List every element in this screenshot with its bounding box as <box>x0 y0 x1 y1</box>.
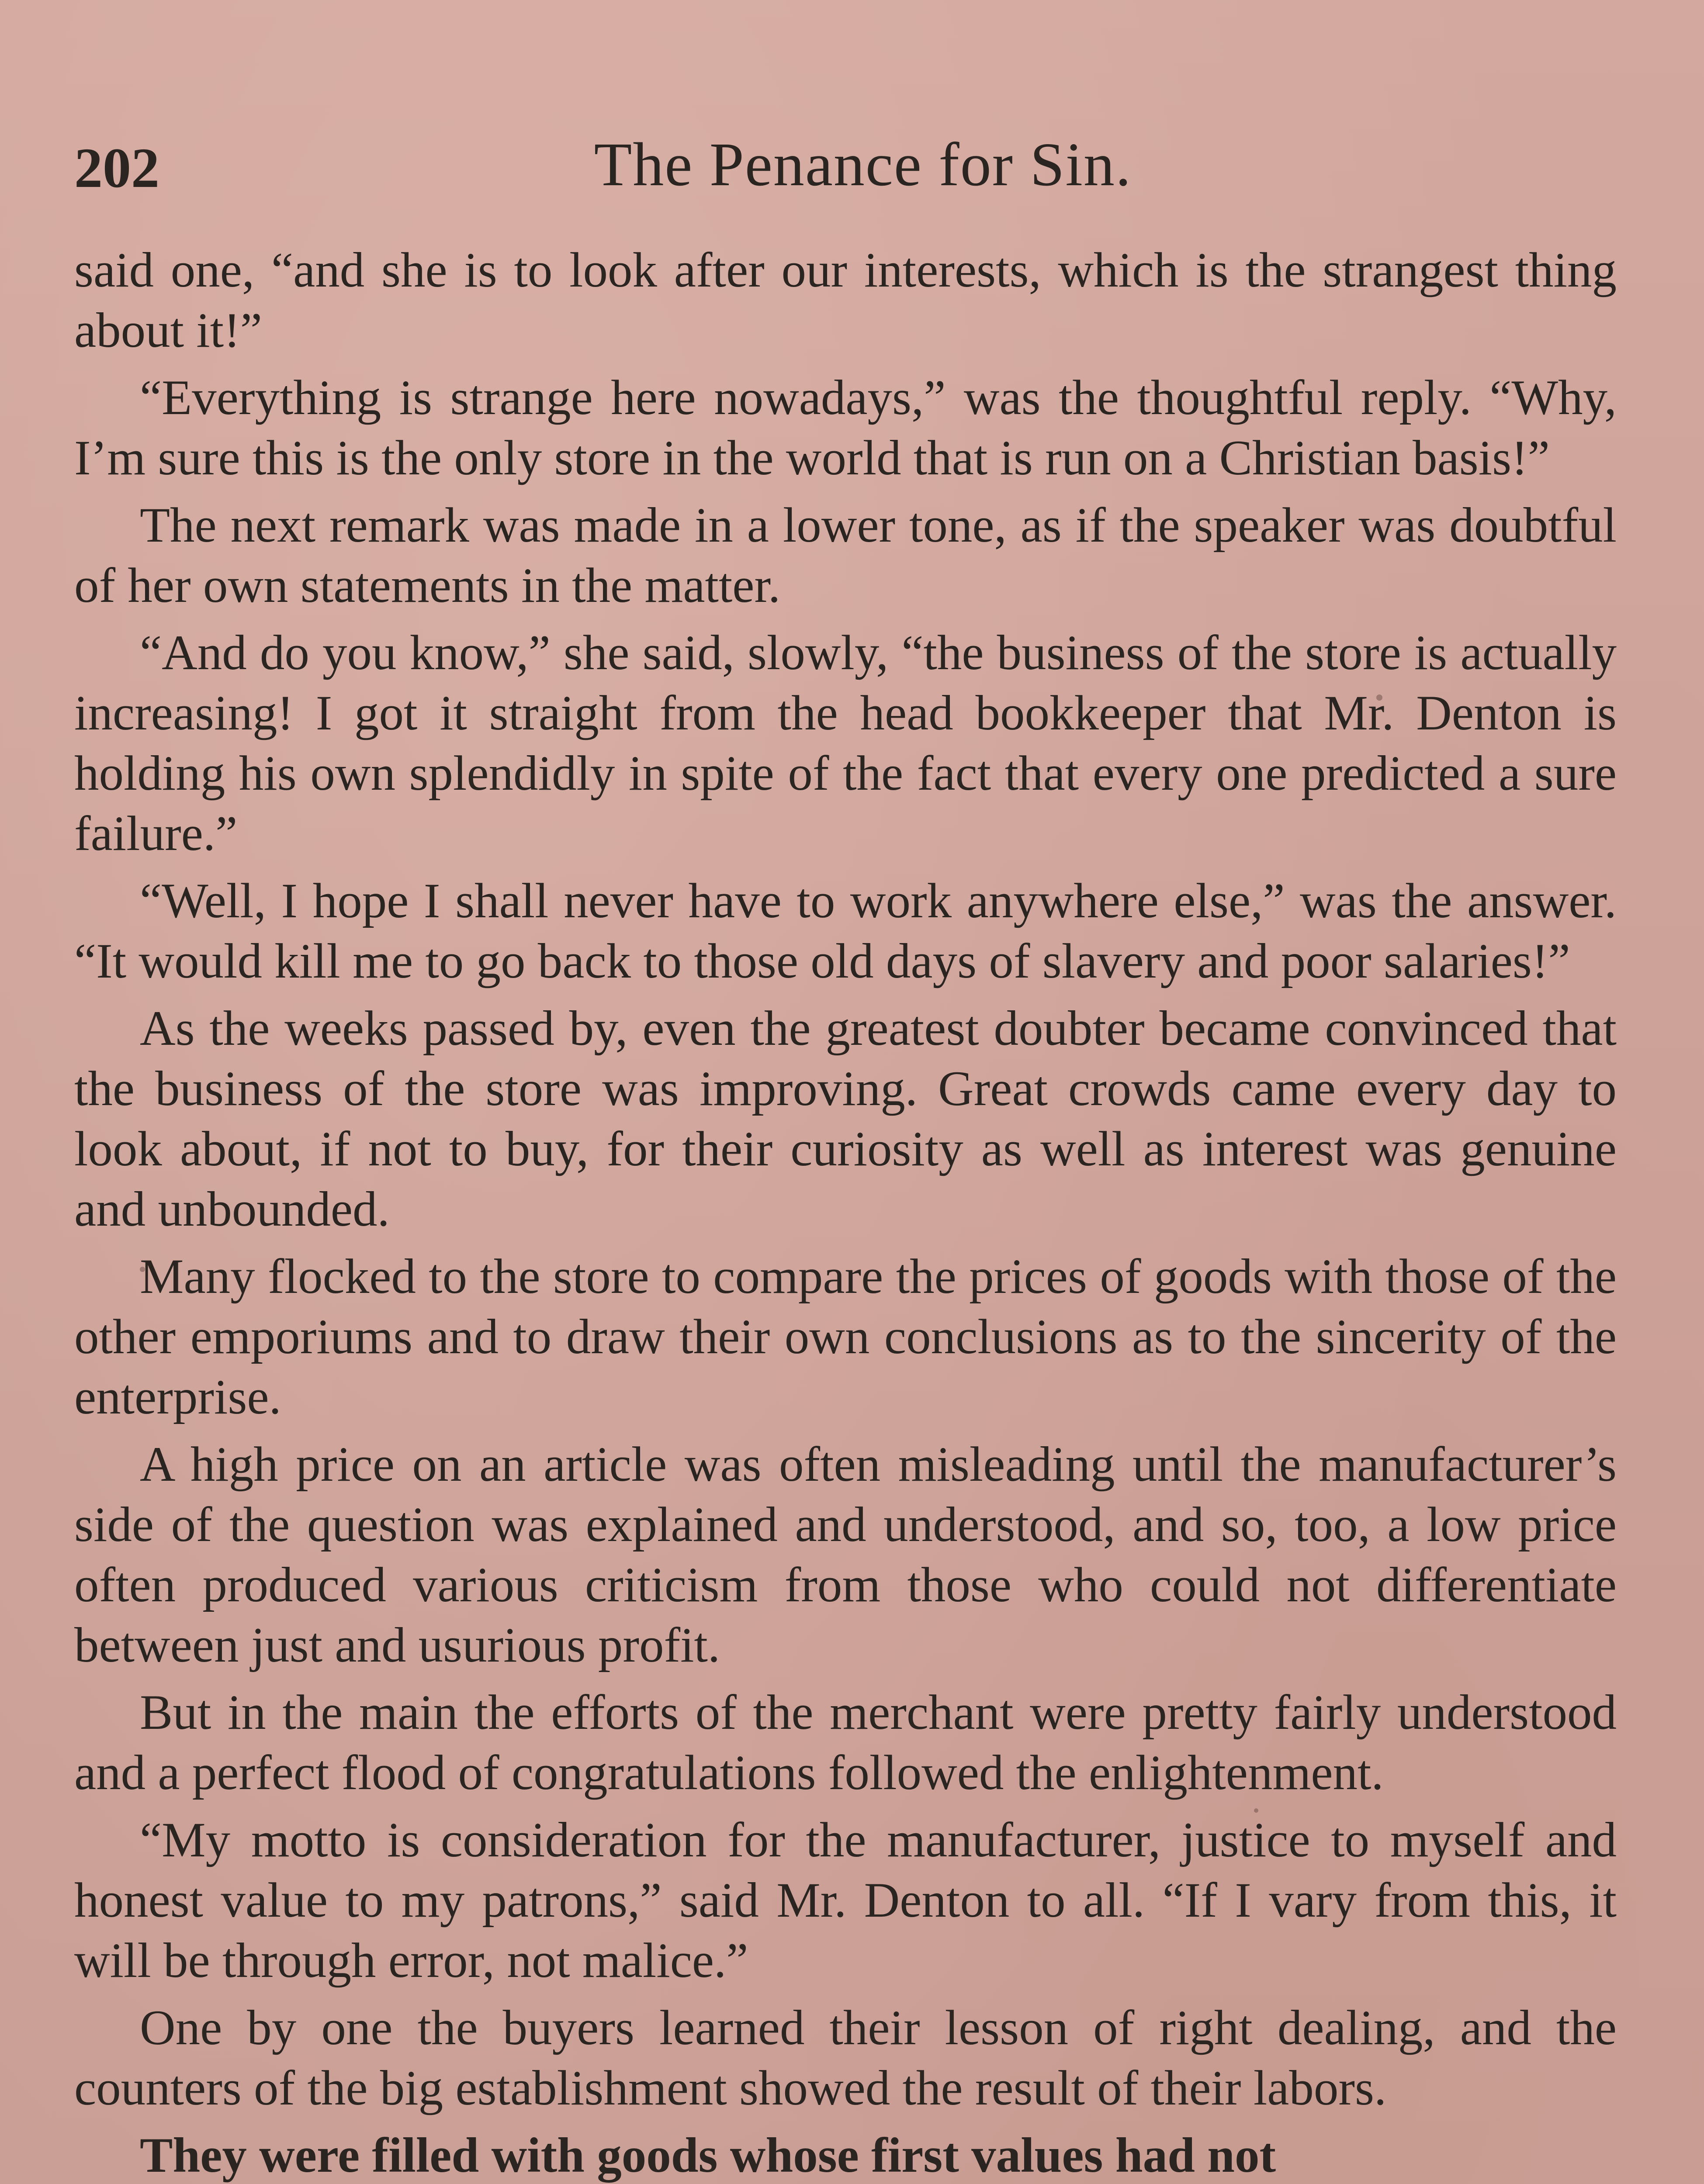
page-number: 202 <box>74 137 159 200</box>
paragraph: “My motto is consideration for the manufacturer, justice to myself and honest value to my patrons,” said Mr. Denton to all. “If I vary from this, it will be through error, not malice.” <box>74 1813 1617 1988</box>
paper-speck <box>140 1267 145 1272</box>
paragraph: “Everything is strange here nowadays,” was the thoughtful reply. “Why, I’m sure this is the only store in the world that is run on a Christian basis!” <box>74 370 1617 485</box>
paragraph: Many flocked to the store to compare the prices of goods with those of the other emporiums and to draw their own conclusions as to the sincerity of the enterprise. <box>74 1249 1617 1424</box>
paper-speck <box>1254 1808 1258 1813</box>
paper-speck <box>1376 695 1382 701</box>
paragraph: As the weeks passed by, even the greatest doubter became convinced that the business of the store was improving. Great crowds came every day to look about, if not to buy, for their curiosity as well as interest was genuine and unbounded. <box>74 1001 1617 1237</box>
paragraph: said one, “and she is to look after our interests, which is the strangest thing about it!” <box>74 243 1617 358</box>
book-page <box>74 109 1617 2184</box>
running-title: The Penance for Sin. <box>594 130 1132 199</box>
paragraph: The next remark was made in a lower tone, as if the speaker was doubtful of her own statements in the matter. <box>74 498 1617 613</box>
paragraph: One by one the buyers learned their lesson of right dealing, and the counters of the big establishment showed the result of their labors. <box>74 2001 1617 2115</box>
paragraph: “Well, I hope I shall never have to work anywhere else,” was the answer. “It would kill me to go back to those old days of slavery and poor salaries!” <box>74 874 1617 988</box>
body-text <box>74 240 1617 2184</box>
paragraph: They were filled with goods whose first values had not <box>140 2128 1276 2183</box>
paragraph: “And do you know,” she said, slowly, “the business of the store is actually increasing! I got it straight from the head bookkeeper that Mr. Denton is holding his own splendidly in spite of the fact that every one predicted a sure failure.” <box>74 625 1617 861</box>
paragraph: A high price on an article was often misleading until the manufacturer’s side of the question was explained and understood, and so, too, a low price often produced various criticism from those who could not differentiate between just and usurious profit. <box>74 1437 1617 1673</box>
paragraph: But in the main the efforts of the merchant were pretty fairly understood and a perfect flood of congratulations followed the enlightenment. <box>74 1685 1617 1800</box>
page-header <box>74 109 1617 214</box>
